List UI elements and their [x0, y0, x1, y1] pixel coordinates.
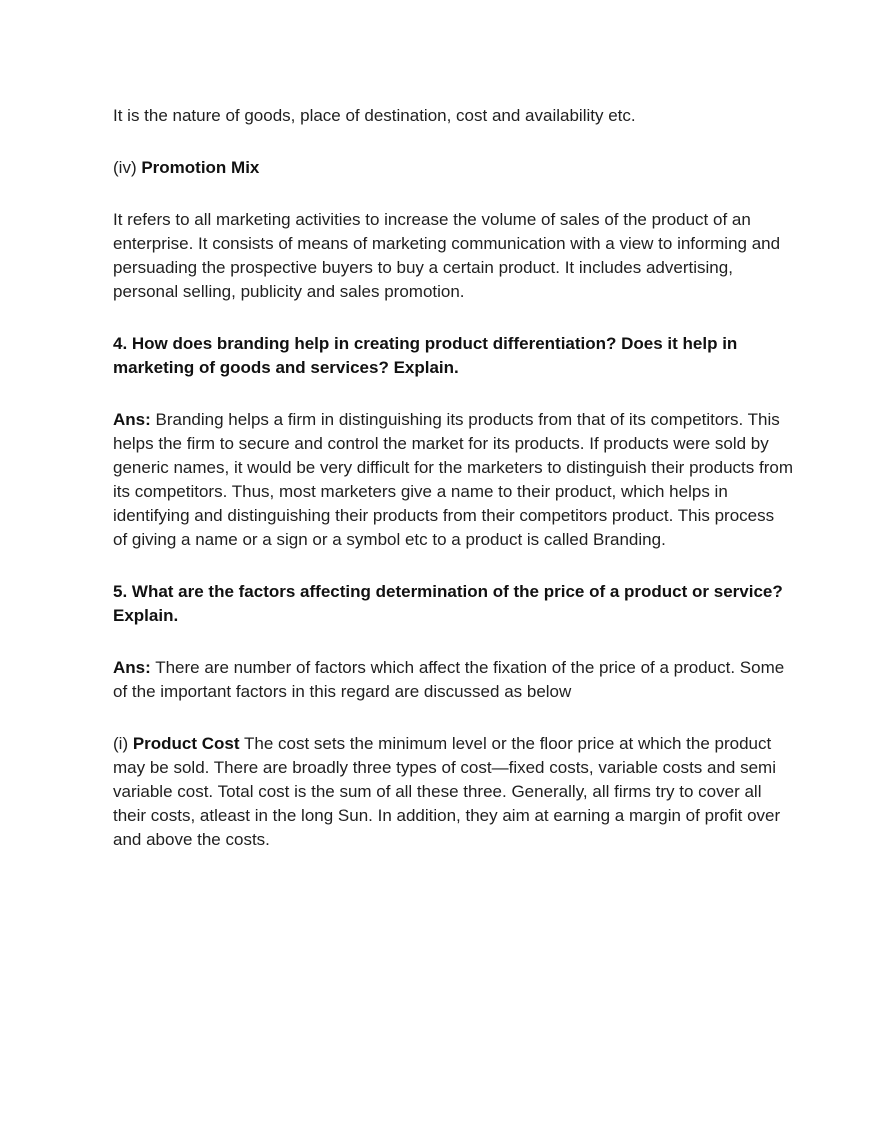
product-cost-text: The cost sets the minimum level or the floor price at which the product may be sold. There are broadly three types of cost—fixed costs, variable costs and semi variable cost. Total cost is the sum of all these three. Generally, all firms try to cover all their costs, atleast in the long Sun. In addition, they aim at earning a margin of profit over and above the costs. [113, 734, 781, 849]
answer-4 [113, 408, 793, 552]
answer-label: Ans: [113, 658, 151, 677]
answer-5 [113, 656, 793, 704]
item-prefix: (i) [113, 734, 133, 753]
paragraph-promotion-mix: It refers to all marketing activities to increase the volume of sales of the product of an enterprise. It consists of means of marketing communication with a view to informing and persuading the prospective buyers to buy a certain product. It includes advertising, personal selling, publicity and sales promotion. [113, 210, 781, 301]
question-5 [113, 580, 793, 628]
heading-text: Promotion Mix [141, 158, 260, 177]
heading-prefix: (iv) [113, 158, 142, 177]
product-cost-heading: Product Cost [132, 734, 240, 753]
answer-5-text: There are number of factors which affect the fixation of the price of a product. Some of the important factors in this regard are discussed as below [113, 658, 785, 701]
paragraph-place-mix-factors: It is the nature of goods, place of destination, cost and availability etc. [113, 106, 636, 125]
answer-4-text: Branding helps a firm in distinguishing its products from that of its competitors. This helps the firm to secure and control the market for its products. If products were sold by generic names, it would be very difficult for the marketers to distinguish their products from its competitors. Thus, most marketers give a name to their product, which helps in identifying and distinguishing their products from their competitors product. This process of giving a name or a sign or a symbol etc to a product is called Branding. [113, 410, 793, 549]
question-4-text: 4. How does branding help in creating product differentiation? Does it help in marketing of goods and services? Explain. [113, 334, 738, 377]
answer-label: Ans: [113, 410, 151, 429]
paragraph-product-cost [113, 732, 793, 852]
question-4 [113, 332, 793, 380]
promotion-mix-heading [113, 156, 793, 180]
question-5-text: 5. What are the factors affecting determination of the price of a product or service? Explain. [113, 582, 783, 625]
document-page [113, 104, 793, 852]
